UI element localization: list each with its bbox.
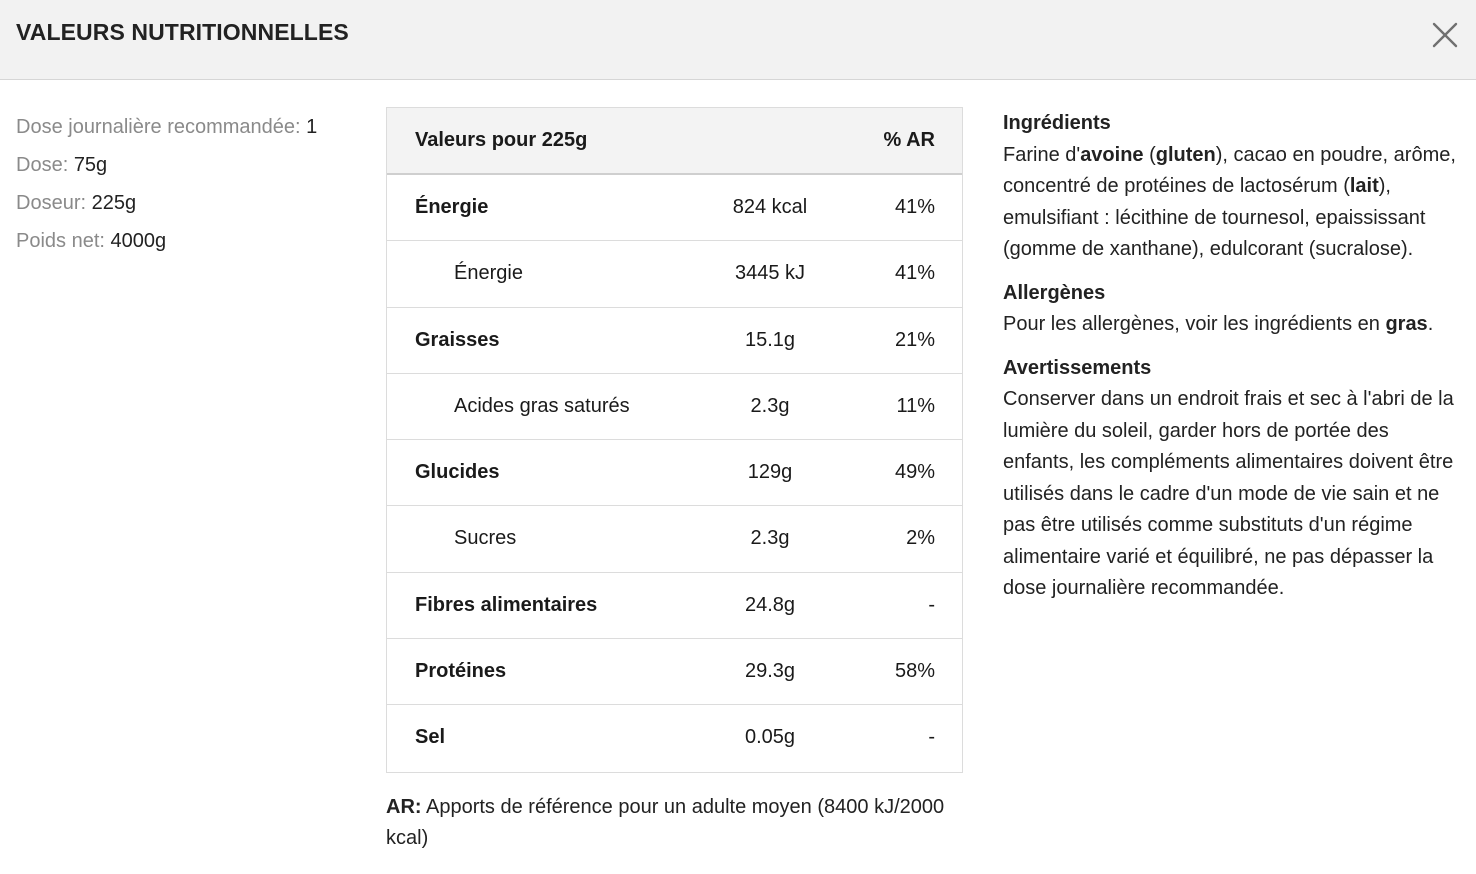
nutrient-name: Sucres (454, 527, 517, 550)
nutrient-name: Acides gras saturés (454, 394, 630, 417)
nutrient-ar: - (928, 726, 935, 749)
ingredient-allergen: gluten (1155, 143, 1216, 166)
ingredient-allergen: avoine (1080, 143, 1144, 166)
nutrient-ar: 21% (894, 328, 935, 351)
nutrient-ar: 41% (894, 262, 935, 285)
table-row (387, 241, 962, 307)
nutrient-value: 2.3g (750, 394, 790, 417)
info-label: Dose journalière recommandée: (16, 116, 301, 138)
ingredient-allergen: lait (1349, 175, 1379, 197)
nutrient-name: Protéines (415, 660, 507, 683)
table-row (387, 506, 962, 572)
nutrient-value: 24.8g (744, 593, 796, 616)
warnings-title: Avertissements (1003, 356, 1152, 379)
dose-info (16, 108, 356, 260)
ingredient-part: ), emulsifiant : lécithine de tournesol, epaississant (gomme de xanthane), edulcorant (sucralose). (1003, 175, 1426, 260)
allergen-part: . (1427, 313, 1434, 335)
ingredients-text (1003, 140, 1465, 266)
close-icon (1428, 18, 1462, 52)
nutrient-ar: 11% (896, 394, 935, 417)
info-row-net-weight (16, 222, 356, 260)
table-row (387, 705, 962, 771)
info-row-daily-dose (16, 108, 356, 146)
allergen-bold: gras (1385, 313, 1428, 335)
nutrition-table (386, 107, 963, 773)
nutrient-name: Énergie (454, 262, 523, 285)
info-row-scoop (16, 184, 356, 222)
nutrient-value: 129g (747, 461, 793, 484)
allergen-part: Pour les allergènes, voir les ingrédients en (1003, 313, 1386, 335)
modal-title: VALEURS NUTRITIONNELLES (16, 19, 349, 45)
nutrient-ar: - (928, 593, 935, 616)
nutrient-name: Fibres alimentaires (415, 593, 598, 616)
table-row (387, 175, 962, 241)
ingredients-title: Ingrédients (1003, 112, 1111, 134)
nutrient-name: Énergie (415, 196, 489, 218)
nutrient-value: 0.05g (744, 726, 796, 749)
nutrient-value: 2.3g (750, 527, 790, 550)
nutrient-value: 3445 kJ (734, 262, 806, 285)
nutrient-name: Graisses (415, 328, 500, 351)
close-button[interactable] (1428, 18, 1462, 52)
nutrient-value: 29.3g (744, 660, 796, 683)
info-label: Dose: (16, 154, 69, 176)
ingredient-part: ), cacao en poudre, arôme, concentré de protéines de lactosérum ( (1003, 143, 1456, 197)
nutrient-value: 15.1g (744, 328, 796, 351)
product-details (1003, 108, 1465, 617)
warnings-text: Conserver dans un endroit frais et sec à l'abri de la lumière du soleil, garder hors de portée des enfants, les compléments alimentaires doivent être utilisés dans le cadre d'un mode de vie sain et ne pas être utilisés comme substituts d'un régime alimentaire varié et équilibré, ne pas dépasser la dose journalière recommandée. (1003, 388, 1454, 599)
nutrient-ar: 2% (906, 527, 935, 550)
modal-header (0, 0, 1476, 80)
footnote-label: AR: (386, 796, 422, 818)
ingredient-part: Farine d' (1003, 143, 1081, 166)
info-value: 1 (306, 116, 318, 138)
info-value: 75g (73, 154, 108, 176)
info-label: Poids net: (16, 230, 105, 252)
header-label: Valeurs pour 225g (415, 129, 588, 151)
table-row (387, 573, 962, 639)
table-row (387, 440, 962, 506)
nutrient-value: 824 kcal (732, 196, 808, 218)
ar-footnote (386, 792, 946, 854)
nutrient-ar: 58% (894, 660, 935, 683)
table-row (387, 374, 962, 440)
nutrient-name: Glucides (415, 461, 500, 484)
footnote-text: Apports de référence pour un adulte moyen (8400 kJ/2000 kcal) (386, 796, 945, 849)
table-header (387, 108, 962, 175)
header-ar: % AR (883, 129, 935, 151)
ingredient-part: ( (1143, 143, 1156, 166)
info-label: Doseur: (16, 192, 87, 214)
nutrient-ar: 49% (894, 461, 935, 484)
allergens-text (1003, 309, 1465, 341)
table-row (387, 639, 962, 705)
nutrient-ar: 41% (894, 196, 935, 218)
info-value: 225g (91, 192, 137, 214)
info-row-dose (16, 146, 356, 184)
info-value: 4000g (110, 230, 167, 252)
allergens-title: Allergènes (1003, 281, 1106, 304)
table-row (387, 308, 962, 374)
nutrient-name: Sel (415, 726, 446, 749)
